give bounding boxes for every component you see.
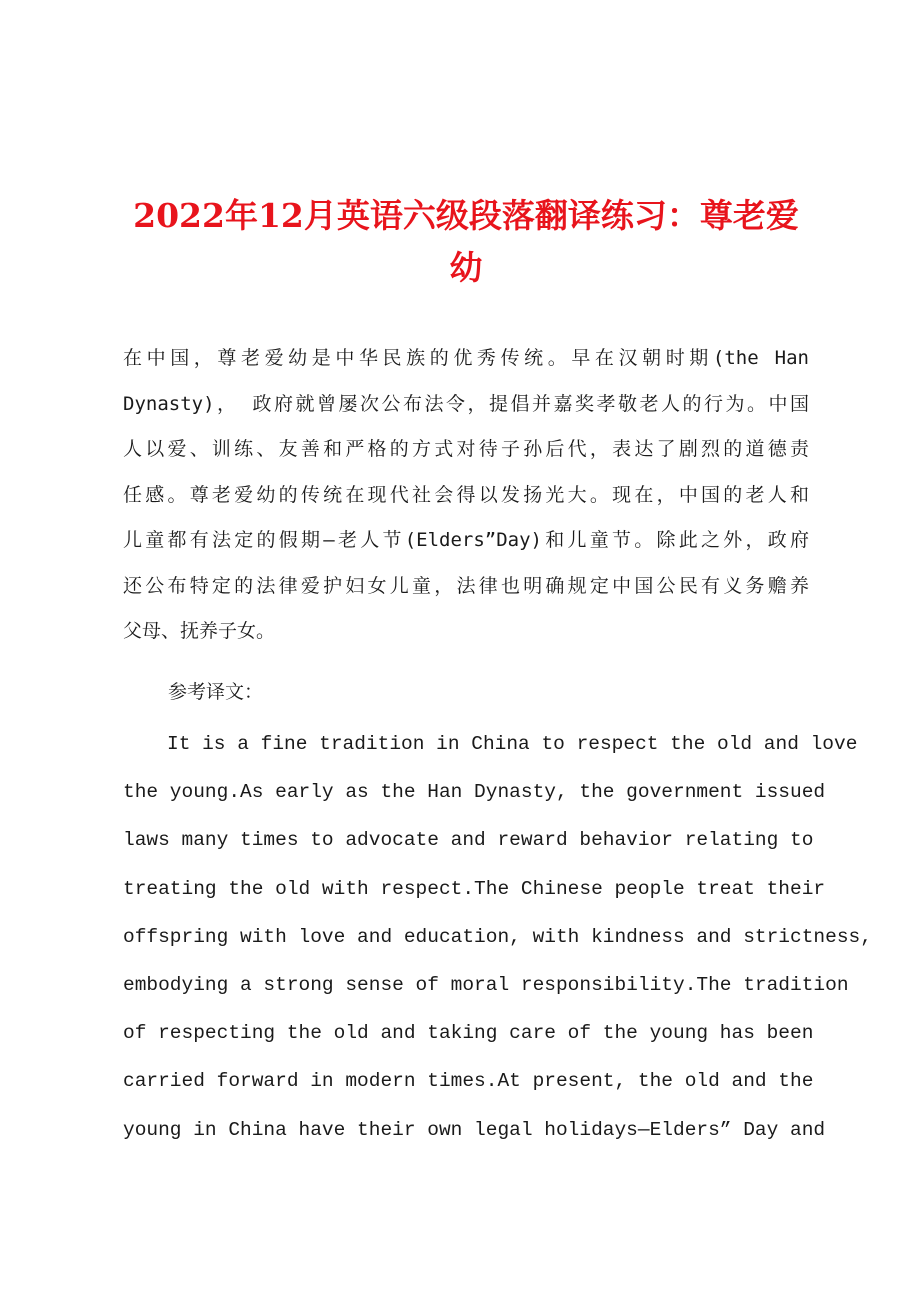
chinese-line: 任感。尊老爱幼的传统在现代社会得以发扬光大。现在，中国的老人和 [123,483,809,506]
chinese-paragraph [123,336,809,655]
english-paragraph [123,720,872,1154]
chinese-line: 还公布特定的法律爱护妇女儿童，法律也明确规定中国公民有义务赡养 [123,574,809,597]
chinese-line: 父母、抚养子女。 [123,620,276,642]
title-line-1: 2022年12月英语六级段落翻译练习：尊老爱 [133,196,799,235]
chinese-line: 在中国，尊老爱幼是中华民族的优秀传统。早在汉朝时期(the Han [123,347,809,369]
english-line: treating the old with respect.The Chinese people treat their [123,877,826,900]
english-line: young in China have their own legal holidays—Elders” Day and [123,1118,826,1141]
english-line: laws many times to advocate and reward behavior relating to [123,829,814,852]
reference-translation-label: 参考译文： [168,681,264,703]
title-line-2: 幼 [449,248,483,287]
english-line: It is a fine tradition in China to respect the old and love [167,733,858,755]
document-title [123,190,809,294]
chinese-line: 人以爱、训练、友善和严格的方式对待子孙后代，表达了剧烈的道德责 [123,438,809,460]
english-line: carried forward in modern times.At present, the old and the [123,1070,814,1093]
english-line: of respecting the old and taking care of the young has been [123,1022,814,1045]
chinese-line: 儿童都有法定的假期—老人节(Elders”Day)和儿童节。除此之外，政府 [123,529,809,551]
chinese-line: Dynasty)， 政府就曾屡次公布法令，提倡并嘉奖孝敬老人的行为。中国 [123,392,809,415]
english-line: offspring with love and education, with kindness and strictness, [123,925,872,948]
english-line: the young.As early as the Han Dynasty, the government issued [123,781,826,804]
english-line: embodying a strong sense of moral responsibility.The tradition [123,974,849,997]
